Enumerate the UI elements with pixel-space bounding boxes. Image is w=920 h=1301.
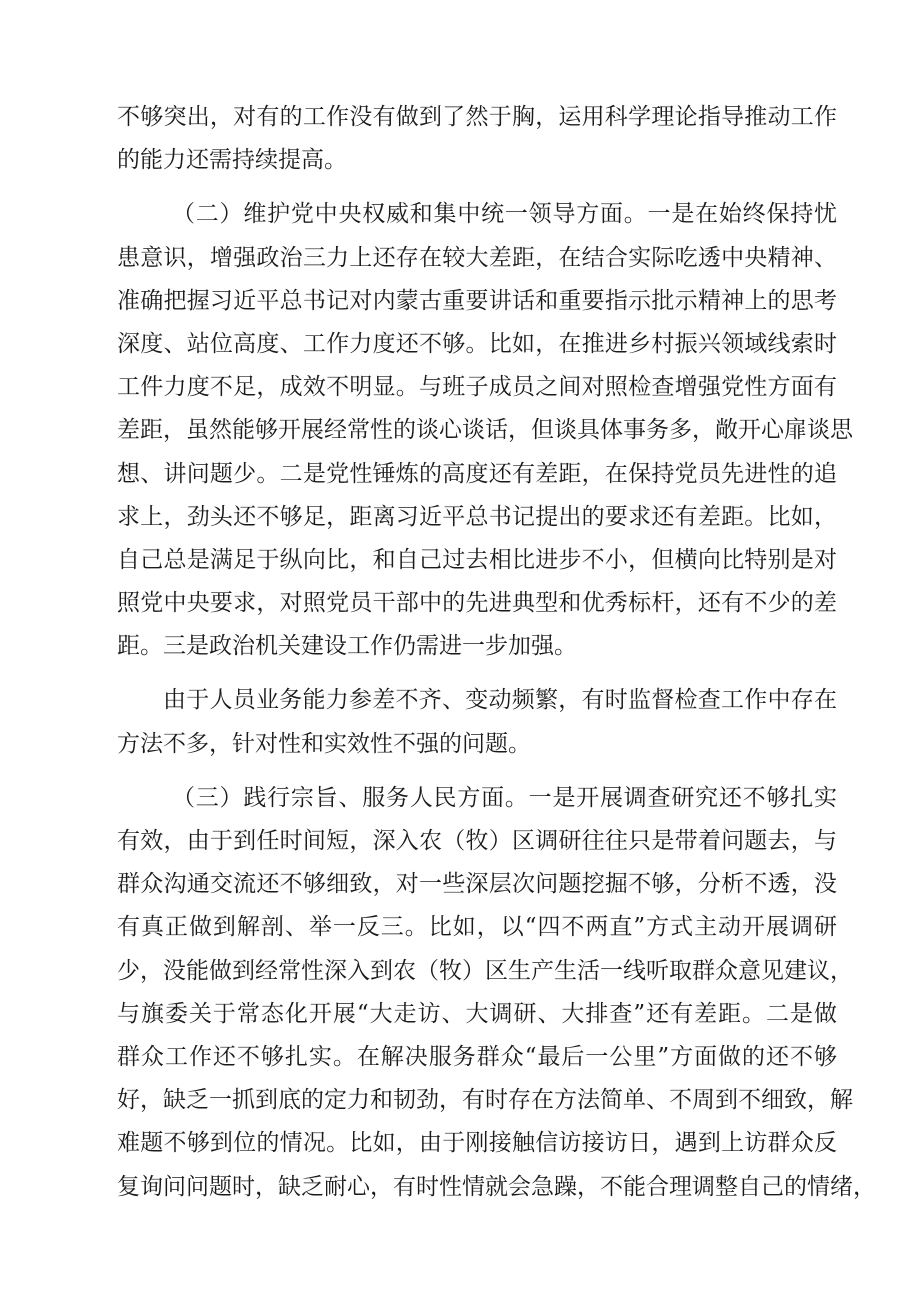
text-line: 工件力度不足，成效不明显。与班子成员之间对照检查增强党性方面有 xyxy=(117,374,837,401)
text-line: 求上，劲头还不够足，距离习近平总书记提出的要求还有差距。比如， xyxy=(117,503,837,530)
text-line: 复询问问题时，缺乏耐心，有时性情就会急躁，不能合理调整自己的情绪， xyxy=(117,1173,876,1200)
text-line: 群众工作还不够扎实。在解决服务群众“最后一公里”方面做的还不够 xyxy=(117,1043,837,1070)
text-line: 有效，由于到任时间短，深入农（牧）区调研往往只是带着问题去，与 xyxy=(117,828,837,854)
text-line: （三）践行宗旨、服务人民方面。一是开展调查研究还不够扎实 xyxy=(172,784,837,811)
text-line: 想、讲问题少。二是党性锤炼的高度还有差距，在保持党员先进性的追 xyxy=(117,460,837,487)
text-line: 与旗委关于常态化开展“大走访、大调研、大排查”还有差距。二是做 xyxy=(117,1000,837,1027)
text-line: 深度、站位高度、工作力度还不够。比如，在推进乡村振兴领域线索时 xyxy=(117,330,837,357)
text-line: 群众沟通交流还不够细致，对一些深层次问题挖掘不够，分析不透，没 xyxy=(117,871,837,898)
text-line: 的能力还需持续提高。 xyxy=(117,147,347,174)
text-line: 难题不够到位的情况。比如，由于刚接触信访接访日，遇到上访群众反 xyxy=(117,1130,837,1157)
text-line: 距。三是政治机关建设工作仍需进一步加强。 xyxy=(117,633,577,660)
text-line: 自己总是满足于纵向比，和自己过去相比进步不小，但横向比特别是对 xyxy=(117,546,837,573)
text-line: 有真正做到解剖、举一反三。比如，以“四不两直”方式主动开展调研 xyxy=(117,914,837,941)
text-line: 由于人员业务能力参差不齐、变动频繁，有时监督检查工作中存在 xyxy=(163,687,837,714)
text-line: 好，缺乏一抓到底的定力和韧劲，有时存在方法简单、不周到不细致，解 xyxy=(117,1087,853,1114)
text-line: 方法不多，针对性和实效性不强的问题。 xyxy=(117,730,531,757)
text-line: （二）维护党中央权威和集中统一领导方面。一是在始终保持忧 xyxy=(172,201,837,228)
text-line: 差距，虽然能够开展经常性的谈心谈话，但谈具体事务多，敞开心扉谈思 xyxy=(117,417,853,444)
text-line: 准确把握习近平总书记对内蒙古重要讲话和重要指示批示精神上的思考 xyxy=(117,287,837,314)
text-line: 不够突出，对有的工作没有做到了然于胸，运用科学理论指导推动工作 xyxy=(117,104,837,130)
document-body xyxy=(117,96,876,1209)
text-line: 患意识，增强政治三力上还存在较大差距，在结合实际吃透中央精神、 xyxy=(117,244,837,271)
text-line: 少，没能做到经常性深入到农（牧）区生产生活一线听取群众意见建议， xyxy=(117,957,853,984)
text-line: 照党中央要求，对照党员干部中的先进典型和优秀标杆，还有不少的差 xyxy=(117,590,837,617)
